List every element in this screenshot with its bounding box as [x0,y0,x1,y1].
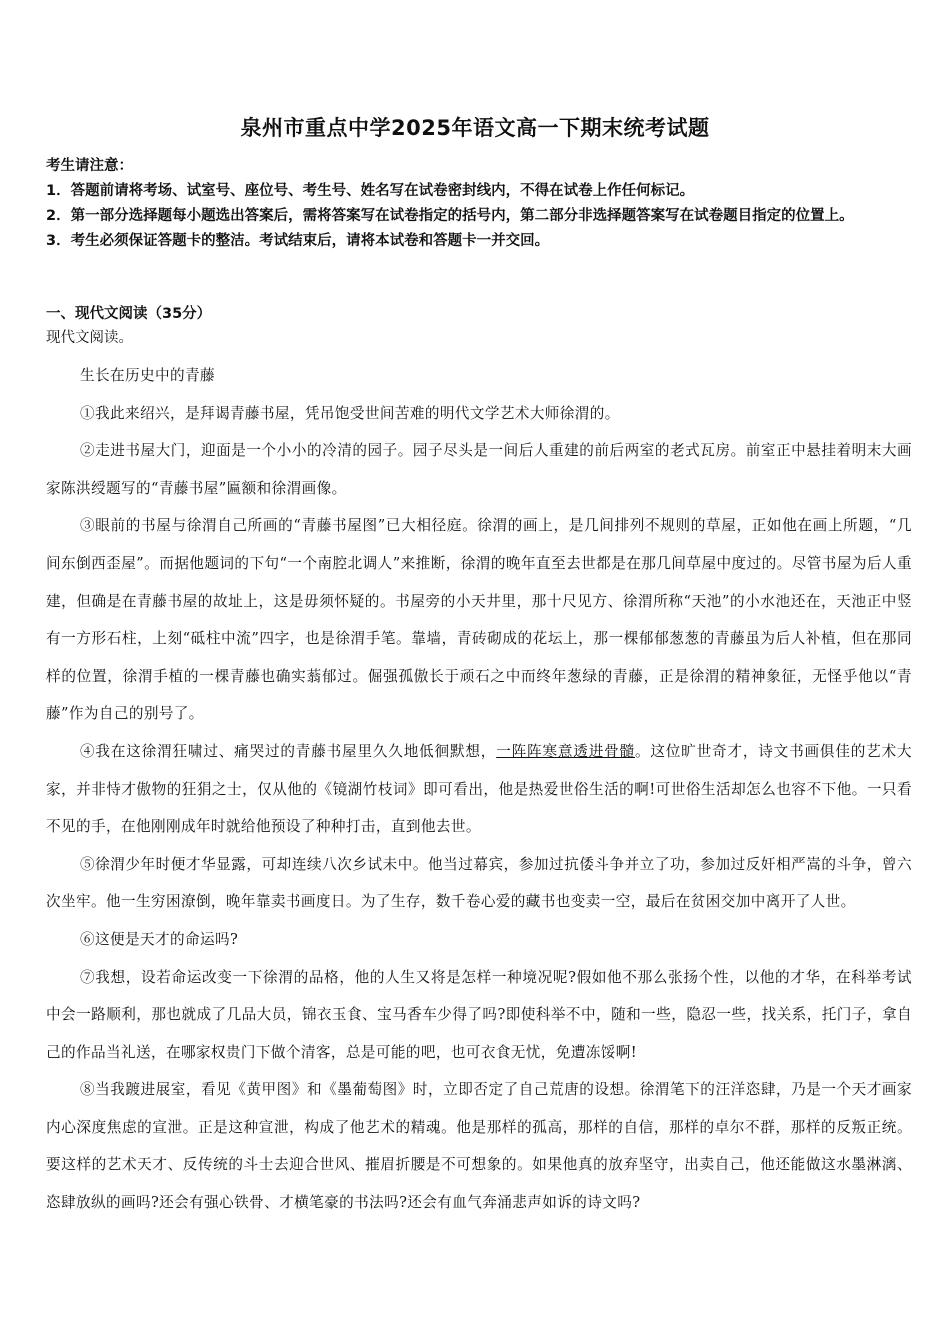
article-paragraph-8: ⑧当我踱进展室，看见《黄甲图》和《墨葡萄图》时，立即否定了自己荒唐的设想。徐渭笔下的汪洋恣肆，乃是一个天才画家内心深度焦虑的宣泄。正是这种宣泄，构成了他艺术的精魂。他是那样的孤高，那样的自信，那样的卓尔不群，那样的反叛正统。要这样的艺术天才、反传统的斗士去迎合世风、摧眉折腰是不可想象的。如果他真的放弃坚守，出卖自己，他还能做这水墨淋漓、恣肆放纵的画吗?还会有强心铁骨、才横笔豪的书法吗?还会有血气奔涌悲声如诉的诗文吗? [46,1081,912,1212]
reading-article [46,357,912,1222]
underlined-phrase: 一阵阵寒意透进骨髓 [496,742,635,760]
notice-heading: 考生请注意： [46,158,133,174]
article-paragraph-2: ②走进书屋大门，迎面是一个小小的冷清的园子。园子尽头是一间后人重建的前后两室的老式瓦房。前室正中悬挂着明末大画家陈洪绶题写的“青藤书屋”匾额和徐渭画像。 [46,442,912,497]
article-paragraph-6: ⑥这便是天才的命运吗? [80,930,239,948]
article-title: 生长在历史中的青藤 [80,367,215,384]
section-header [46,302,906,350]
article-paragraph-4 [46,733,912,846]
notice-item-2: 2．第一部分选择题每小题选出答案后，需将答案写在试卷指定的括号内，第二部分非选择题答案写在试卷题目指定的位置上。 [46,208,854,224]
article-paragraph-5: ⑤徐渭少年时便才华显露，可却连续八次乡试未中。他当过幕宾，参加过抗倭斗争并立了功，参加过反奸相严嵩的斗争，曾六次坐牢。他一生穷困潦倒，晚年靠卖书画度日。为了生存，数千卷心爱的藏书也变卖一空，最后在贫困交加中离开了人世。 [46,855,912,911]
candidate-notice [46,154,906,254]
section-title: 一、现代文阅读（35分） [46,306,212,322]
section-subtitle: 现代文阅读。 [46,330,133,346]
paragraph-4-text-before: ④我在这徐渭狂啸过、痛哭过的青藤书屋里久久地低徊默想， [80,742,497,760]
notice-item-3: 3．考生必须保证答题卡的整洁。考试结束后，请将本试卷和答题卡一并交回。 [46,233,550,249]
article-paragraph-3: ③眼前的书屋与徐渭自己所画的“青藤书屋图”已大相径庭。徐渭的画上，是几间排列不规则的草屋，正如他在画上所题，“几间东倒西歪屋”。而据他题词的下句“一个南腔北调人”来推断，徐渭的晚年直至去世都是在那几间草屋中度过的。尽管书屋为后人重建，但确是在青藤书屋的故址上，这是毋须怀疑的。书屋旁的小天井里，那十尺见方、徐渭所称“天池”的小水池还在，天池正中竖有一方形石柱，上刻“砥柱中流”四字，也是徐渭手笔。靠墙，青砖砌成的花坛上，那一棵郁郁葱葱的青藤虽为后人补植，但在那同样的位置，徐渭手植的一棵青藤也确实蓊郁过。倔强孤傲长于顽石之中而终年葱绿的青藤，正是徐渭的精神象征，无怪乎他以“青藤”作为自己的别号了。 [46,517,912,723]
exam-title: 泉州市重点中学2025年语文高一下期末统考试题 [240,116,710,140]
paragraph-4-text-after: 。这位旷世奇才，诗文书画俱佳的艺术大家，并非恃才傲物的狂狷之士，仅从他的《镜湖竹枝词》即可看出，他是热爱世俗生活的啊!可世俗生活却怎么也容不下他。一只看不见的手，在他刚刚成年时就给他预设了种种打击，直到他去世。 [46,742,912,836]
notice-item-1: 1．答题前请将考场、试室号、座位号、考生号、姓名写在试卷密封线内，不得在试卷上作任何标记。 [46,183,695,199]
article-paragraph-7: ⑦我想，设若命运改变一下徐渭的品格，他的人生又将是怎样一种境况呢?假如他不那么张扬个性，以他的才华，在科举考试中会一路顺利，那也就成了几品大员，锦衣玉食、宝马香车少得了吗?即使科举不中，随和一些，隐忍一些，找关系，托门子，拿自己的作品当礼送，在哪家权贵门下做个清客，总是可能的吧，也可衣食无忧，免遭冻馁啊! [46,968,912,1061]
article-paragraph-1: ①我此来绍兴，是拜谒青藤书屋，凭吊饱受世间苦难的明代文学艺术大师徐渭的。 [80,404,620,422]
